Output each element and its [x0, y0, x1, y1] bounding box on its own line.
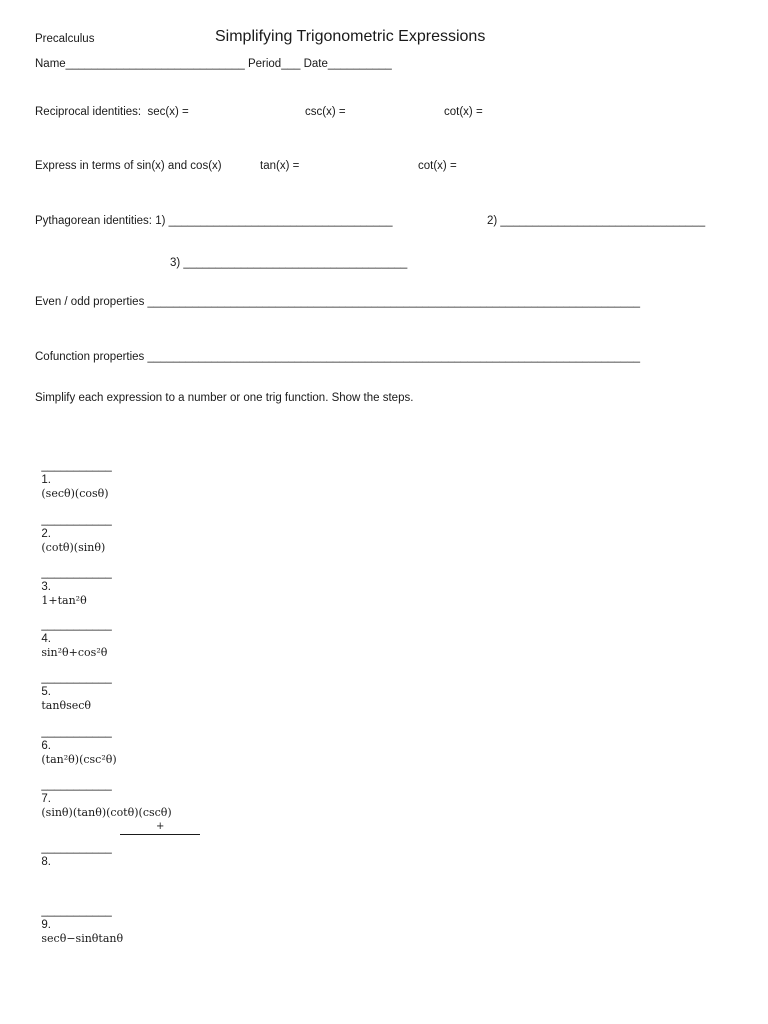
- problem-expression: (secθ)(cosθ): [41, 487, 109, 500]
- cofunction-properties: Cofunction properties _____________________________________________________________________________: [35, 351, 640, 363]
- pythagorean-identity-3: 3) ___________________________________: [170, 257, 408, 269]
- reciprocal-csc-label: csc(x) =: [305, 106, 346, 118]
- course-name: Precalculus: [35, 33, 95, 45]
- answer-blank: ___________: [41, 905, 112, 917]
- fraction-numerator: +: [156, 821, 165, 832]
- problem-number: 8.: [41, 856, 51, 868]
- answer-blank: ___________: [41, 567, 112, 579]
- problem-2: [35, 499, 112, 555]
- pythagorean-identity-1: Pythagorean identities: 1) ___________________________________: [35, 215, 393, 227]
- problem-number: 9.: [41, 919, 51, 931]
- problem-6: [35, 711, 117, 767]
- even-odd-properties: Even / odd properties _____________________________________________________________________________: [35, 296, 640, 308]
- problem-number: 7.: [41, 793, 51, 805]
- express-label: Express in terms of sin(x) and cos(x): [35, 160, 222, 172]
- express-cot-label: cot(x) =: [418, 160, 457, 172]
- instructions: Simplify each expression to a number or one trig function. Show the steps.: [35, 392, 414, 404]
- problem-1: [35, 445, 112, 501]
- answer-blank: ___________: [41, 619, 112, 631]
- fraction-bar: [120, 834, 200, 835]
- problem-expression: 1+tan²θ: [41, 594, 87, 607]
- problem-number: 4.: [41, 633, 51, 645]
- reciprocal-identities-label: Reciprocal identities: sec(x) =: [35, 106, 189, 118]
- problem-number: 2.: [41, 528, 51, 540]
- problem-7: [35, 764, 172, 820]
- problem-expression: (cotθ)(sinθ): [41, 541, 106, 554]
- answer-blank: ___________: [41, 672, 112, 684]
- problem-expression: (sinθ)(tanθ)(cotθ)(cscθ): [41, 806, 172, 819]
- answer-blank: ___________: [41, 460, 112, 472]
- page-title: Simplifying Trigonometric Expressions: [215, 28, 486, 45]
- problem-9: [35, 890, 123, 946]
- problem-expression: sin²θ+cos²θ: [41, 646, 108, 659]
- problem-expression: (tan²θ)(csc²θ): [41, 753, 117, 766]
- answer-blank: ___________: [41, 842, 112, 854]
- problem-8: [35, 827, 112, 869]
- problem-number: 6.: [41, 740, 51, 752]
- reciprocal-cot-label: cot(x) =: [444, 106, 483, 118]
- problem-number: 3.: [41, 581, 51, 593]
- answer-blank: ___________: [41, 726, 112, 738]
- pythagorean-identity-2: 2) ________________________________: [487, 215, 706, 227]
- answer-blank: ___________: [41, 514, 112, 526]
- problem-expression: secθ−sinθtanθ: [41, 932, 124, 945]
- answer-blank: ___________: [41, 779, 112, 791]
- problem-5: [35, 657, 112, 713]
- problem-4: [35, 604, 112, 660]
- problem-3: [35, 552, 112, 608]
- problem-expression: tanθsecθ: [41, 699, 92, 712]
- problem-number: 5.: [41, 686, 51, 698]
- express-tan-label: tan(x) =: [260, 160, 300, 172]
- name-period-date-line: Name____________________________ Period___ Date__________: [35, 58, 392, 70]
- problem-number: 1.: [41, 474, 51, 486]
